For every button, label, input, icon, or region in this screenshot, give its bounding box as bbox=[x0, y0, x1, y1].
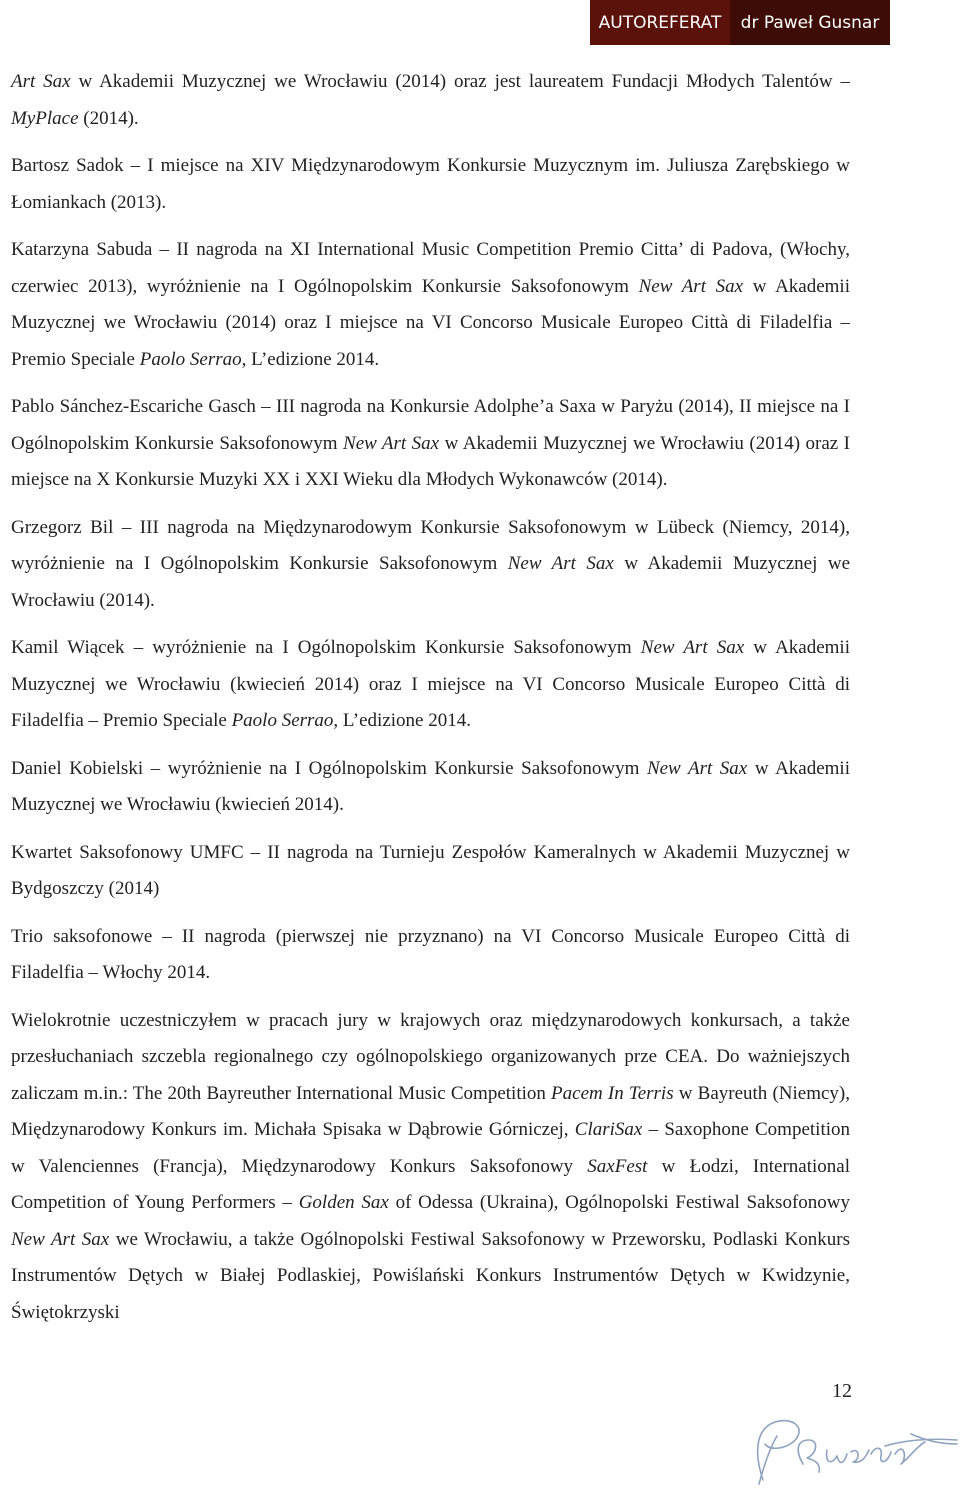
text-run: Kwartet Saksofonowy UMFC – II nagroda na Turnieju Zespołów Kameralnych w Akademii Muzycznej w Bydgoszczy (2014) bbox=[11, 841, 850, 899]
text-run: Daniel Kobielski – wyróżnienie na I Ogólnopolskim Konkursie Saksofonowym bbox=[11, 757, 647, 779]
body-paragraph bbox=[11, 751, 850, 824]
page-number: 12 bbox=[832, 1380, 852, 1402]
italic-text: New Art Sax bbox=[507, 553, 614, 574]
italic-text: Pacem In Terris bbox=[551, 1082, 674, 1104]
text-run: w Bayreuth (Niemcy), Międzynarodowy Konkurs im. Michała Spisaka w Dąbrowie Górniczej, bbox=[11, 1082, 850, 1140]
document-header bbox=[590, 0, 890, 45]
text-run: , L’edizione 2014. bbox=[241, 348, 380, 370]
text-run: w Akademii Muzycznej we Wrocławiu (2014) oraz I miejsce na X Konkursie Muzyki XX i XXI Wieku dla Młodych Wykonawców (2014). bbox=[11, 432, 850, 490]
text-run: , L’edizione 2014. bbox=[333, 710, 471, 731]
text-run: Wielokrotnie uczestniczyłem w pracach jury w krajowych oraz międzynarodowych konkursach, a także przesłuchaniach szczebla regionalnego czy ogólnopolskiego organizowanych prze CEA. Do ważniejszych zaliczam m.in.: The 20th Bayreuther International Music Competition bbox=[11, 1009, 850, 1104]
text-run: Kamil Wiącek – wyróżnienie na I Ogólnopolskim Konkursie Saksofonowym bbox=[11, 637, 641, 658]
text-run: Pablo Sánchez-Escariche Gasch – III nagroda na Konkursie Adolphe’a Saxa w Paryżu (2014), II miejsce na I Ogólnopolskim Konkursie Saksofonowym bbox=[11, 396, 850, 454]
text-run: w Akademii Muzycznej we Wrocławiu (2014). bbox=[11, 553, 850, 611]
text-run: w Łodzi, International Competition of Young Performers – bbox=[11, 1155, 850, 1213]
text-run: – Saxophone Competition w Valenciennes (Francja), Międzynarodowy Konkurs Saksofonowy bbox=[11, 1119, 850, 1177]
text-run: Grzegorz Bil – III nagroda na Międzynarodowym Konkursie Saksofonowym w Lübeck (Niemcy, 2014), wyróżnienie na I Ogólnopolskim Konkursie Saksofonowym bbox=[11, 516, 850, 574]
italic-text: Golden Sax bbox=[298, 1192, 389, 1213]
body-paragraph bbox=[11, 510, 850, 620]
italic-text: New Art Sax bbox=[640, 637, 745, 658]
text-run: Bartosz Sadok – I miejsce na XIV Międzynarodowym Konkursie Muzycznym im. Juliusza Zarębskiego w Łomiankach (2013). bbox=[11, 155, 850, 213]
text-run: (2014). bbox=[78, 107, 139, 129]
body-paragraph bbox=[11, 389, 850, 499]
italic-text: New Art Sax bbox=[638, 275, 744, 297]
body-paragraph bbox=[11, 919, 850, 992]
body-paragraph bbox=[11, 232, 850, 378]
text-run: we Wrocławiu, a także Ogólnopolski Festiwal Saksofonowy w Przeworsku, Podlaski Konkurs Instrumentów Dętych w Białej Podlaskiej, Powiślański Konkurs Instrumentów Dętych w Kwidzynie, Świętokrzyski bbox=[11, 1228, 850, 1323]
italic-text: New Art Sax bbox=[343, 432, 440, 454]
body-paragraph bbox=[11, 1003, 850, 1332]
italic-text: SaxFest bbox=[587, 1155, 648, 1177]
italic-text: ClariSax bbox=[574, 1119, 643, 1140]
italic-text: Paolo Serrao bbox=[139, 348, 242, 370]
header-title: AUTOREFERAT bbox=[590, 0, 730, 45]
body-paragraph bbox=[11, 64, 850, 137]
italic-text: MyPlace bbox=[11, 107, 79, 129]
body-paragraph bbox=[11, 148, 850, 221]
text-run: w Akademii Muzycznej we Wrocławiu (kwiecień 2014) oraz I miejsce na VI Concorso Musicale Europeo Città di Filadelfia – Premio Speciale bbox=[11, 637, 850, 731]
italic-text: New Art Sax bbox=[646, 757, 748, 779]
text-run: w Akademii Muzycznej we Wrocławiu (2014) oraz jest laureatem Fundacji Młodych Talentów – bbox=[70, 71, 850, 92]
italic-text: Paolo Serrao bbox=[231, 710, 334, 731]
italic-text: Art Sax bbox=[11, 71, 71, 92]
body-paragraph bbox=[11, 630, 850, 740]
handwritten-signature bbox=[735, 1410, 960, 1486]
italic-text: New Art Sax bbox=[11, 1228, 110, 1250]
signature-drawing bbox=[735, 1410, 960, 1486]
text-run: Trio saksofonowe – II nagroda (pierwszej nie przyznano) na VI Concorso Musicale Europeo Città di Filadelfia – Włochy 2014. bbox=[11, 925, 850, 983]
body-paragraph bbox=[11, 835, 850, 908]
text-run: w Akademii Muzycznej we Wrocławiu (2014) oraz I miejsce na VI Concorso Musicale Europeo Città di Filadelfia – Premio Speciale bbox=[11, 275, 850, 370]
document-body bbox=[11, 64, 850, 1331]
header-author: dr Paweł Gusnar bbox=[730, 0, 890, 45]
text-run: of Odessa (Ukraina), Ogólnopolski Festiwal Saksofonowy bbox=[388, 1192, 850, 1213]
text-run: Katarzyna Sabuda – II nagroda na XI International Music Competition Premio Citta’ di Padova, (Włochy, czerwiec 2013), wyróżnienie na I Ogólnopolskim Konkursie Saksofonowym bbox=[11, 239, 850, 297]
text-run: w Akademii Muzycznej we Wrocławiu (kwiecień 2014). bbox=[11, 757, 850, 815]
